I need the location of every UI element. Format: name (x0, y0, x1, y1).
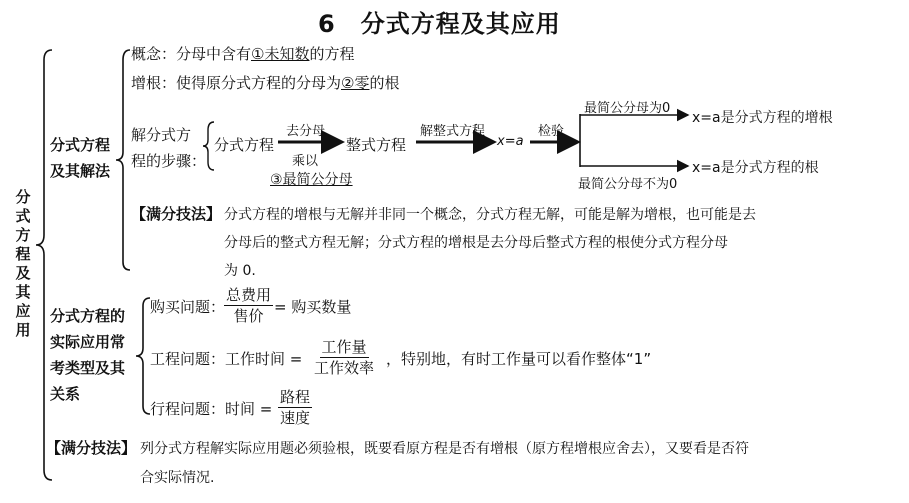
root-label: 分式方程及其应用 (15, 188, 31, 339)
concept-suffix: 的方程 (309, 45, 355, 63)
section1-brace (116, 50, 130, 270)
page-title: 6 分式方程及其应用 (318, 10, 561, 38)
flow-mid: 整式方程 (346, 136, 407, 154)
branch-top-label: 最简公分母为0 (584, 101, 671, 116)
branch-top-result: x=a是分式方程的增根 (692, 110, 833, 126)
work-denominator: 工作效率 (314, 359, 375, 377)
branch-bottom-label: 最简公分母不为0 (578, 177, 678, 192)
section2-label-line1: 分式方程的 (50, 307, 126, 325)
arrow1-blank: ③最简公分母 (270, 172, 353, 188)
travel-denominator: 速度 (280, 409, 311, 427)
bottom-tip-label: 【满分技法】 (46, 439, 137, 457)
section2-label-line2: 实际应用常 (50, 333, 126, 351)
arrow1-top-label: 去分母 (286, 124, 326, 139)
work-numerator: 工作量 (321, 338, 367, 356)
tip-line2: 分母后的整式方程无解；分式方程的增根是去分母后整式方程的根使分式方程分母 (224, 235, 728, 251)
arrow1-bottom-label: 乘以 (292, 154, 319, 169)
travel-fraction (278, 388, 312, 427)
branch-bottom-result: x=a是分式方程的根 (692, 160, 819, 176)
section2-label-line4: 关系 (50, 385, 81, 403)
tip-line1: 分式方程的增根与无解并非同一个概念，分式方程无解，可能是解为增根，也可能是去 (224, 207, 756, 223)
purchase-fraction (224, 286, 273, 325)
steps-label-line1: 解分式方 (131, 126, 192, 144)
extraneous-suffix: 的根 (369, 74, 400, 92)
root-brace (36, 50, 52, 480)
concept-blank: ①未知数 (251, 45, 310, 63)
concept-prefix: 概念：分母中含有 (131, 45, 252, 63)
work-suffix: ，特别地，有时工作量可以看作整体“1” (386, 350, 652, 368)
section1-label-line2: 及其解法 (50, 162, 111, 180)
purchase-denominator: 售价 (233, 307, 264, 325)
travel-prefix: 行程问题：时间 = (150, 400, 273, 418)
tip-label: 【满分技法】 (131, 205, 222, 223)
arrow3-top-label: 检验 (538, 124, 565, 139)
concept-row (131, 43, 354, 64)
bottom-tip-line2: 合实际情况. (140, 470, 215, 486)
purchase-suffix: = 购买数量 (274, 298, 352, 316)
steps-label-line2: 程的步骤： (131, 152, 207, 170)
extraneous-blank: ②零 (341, 74, 370, 92)
travel-numerator: 路程 (280, 388, 311, 406)
flow-start: 分式方程 (214, 136, 275, 154)
flow-result: x=a (497, 134, 524, 149)
section2-brace (136, 298, 150, 414)
purchase-prefix: 购买问题： (150, 298, 226, 316)
work-prefix: 工程问题：工作时间 = (150, 350, 303, 368)
tip-line3: 为 0. (224, 263, 256, 279)
extraneous-prefix: 增根：使得原分式方程的分母为 (131, 74, 342, 92)
section1-label-line1: 分式方程 (50, 136, 111, 154)
bottom-tip-line1: 列分式方程解实际应用题必须验根，既要看原方程是否有增根（原方程增根应舍去），又要看是否符 (140, 441, 749, 457)
purchase-numerator: 总费用 (226, 286, 272, 304)
arrow2-top-label: 解整式方程 (420, 124, 486, 139)
extraneous-row (131, 72, 399, 93)
section2-label-line3: 考类型及其 (50, 359, 126, 377)
work-fraction (312, 338, 376, 377)
